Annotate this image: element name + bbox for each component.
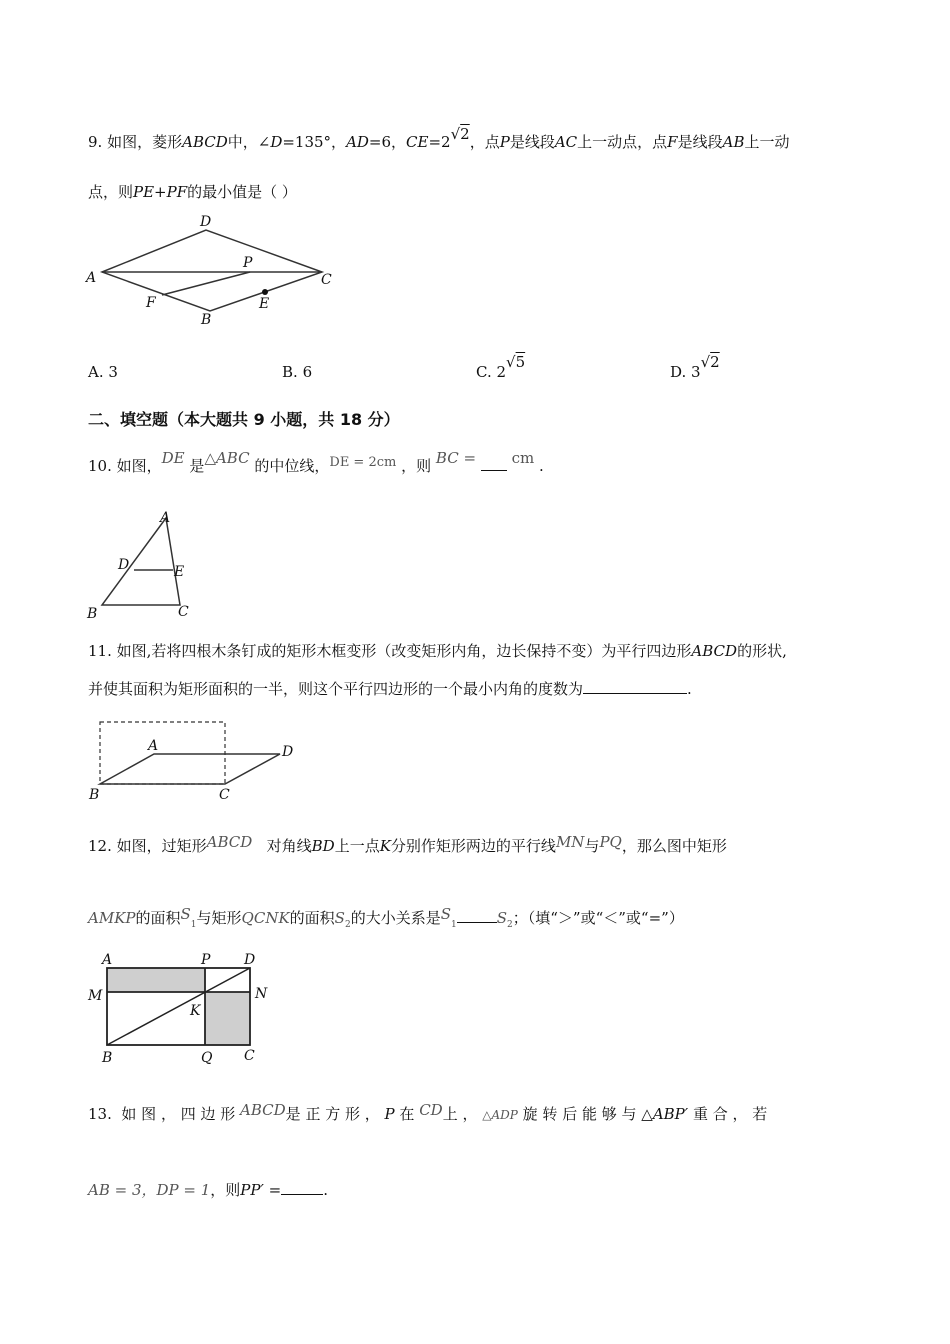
svg-text:C: C: [244, 1048, 255, 1064]
label-f: F: [146, 295, 156, 311]
label-p: P: [243, 255, 253, 271]
svg-text:B: B: [89, 787, 100, 803]
q13-line2: AB = 3，DP = 1，则PP′ = .: [88, 1181, 329, 1199]
svg-text:D: D: [282, 744, 294, 760]
svg-text:P: P: [201, 952, 211, 968]
svg-text:B: B: [87, 606, 98, 622]
label-e: E: [259, 296, 270, 312]
original-rectangle: [100, 722, 225, 784]
q11-line1: 11. 如图,若将四根木条钉成的矩形木框变形（改变矩形内角，边长保持不变）为平行四边形ABCD的形状,: [88, 642, 787, 660]
q10-answer-blank[interactable]: [481, 456, 507, 471]
sqrt-symbol: √2: [450, 125, 470, 143]
svg-text:C: C: [219, 787, 230, 803]
parallelogram-abcd: [100, 754, 280, 784]
svg-text:K: K: [190, 1003, 201, 1019]
label-c: C: [321, 272, 332, 288]
svg-text:N: N: [255, 986, 268, 1002]
svg-text:A: A: [148, 738, 159, 754]
q12-line2: AMKP的面积$S_1$与矩形QCNK的面积$S_2$的大小关系是$S_1$ $S_2$；（填“＞”或“＜”或“=”）: [88, 905, 684, 930]
option-b[interactable]: B. 6: [282, 363, 313, 381]
svg-text:E: E: [174, 564, 185, 580]
svg-text:C: C: [178, 604, 189, 620]
q12-line1: 12. 如图，过矩形ABCD 对角线BD上一点K分别作矩形两边的平行线MN与PQ，那么图中矩形: [88, 833, 727, 855]
option-c[interactable]: C. 2√5: [476, 353, 526, 381]
option-a[interactable]: A. 3: [88, 363, 118, 381]
triangle-abc: [102, 518, 180, 605]
q9-line1: 9. 如图，菱形ABCD中，∠D=135°，AD=6，CE=2√2，点P是线段AC上一动点，点F是线段AB上一动: [88, 125, 790, 151]
label-d: D: [200, 214, 212, 230]
label-b: B: [201, 312, 212, 328]
svg-text:D: D: [244, 952, 256, 968]
segment-pf: [162, 272, 250, 295]
q13-answer-blank[interactable]: [281, 1180, 323, 1195]
svg-text:B: B: [102, 1050, 113, 1066]
q10-line: 10. 如图，DE 是△ABC 的中位线，DE = 2cm ，则 BC = cm .: [88, 449, 544, 475]
q11-parallelogram-figure: [86, 716, 306, 806]
q12-answer-blank[interactable]: [457, 908, 497, 923]
q11-line2: 并使其面积为矩形面积的一半，则这个平行四边形的一个最小内角的度数为 .: [88, 680, 692, 698]
q10-triangle-figure: [84, 508, 194, 622]
q11-answer-blank[interactable]: [583, 679, 687, 694]
q9-rhombus-figure: [80, 212, 350, 332]
svg-text:M: M: [88, 988, 103, 1004]
point-e: [262, 289, 268, 295]
shaded-amkp: [107, 968, 205, 992]
svg-text:D: D: [118, 557, 130, 573]
svg-text:Q: Q: [201, 1050, 213, 1066]
svg-text:A: A: [102, 952, 113, 968]
section-title: 二、填空题（本大题共 9 小题，共 18 分）: [88, 410, 400, 429]
shaded-qcnk: [205, 992, 250, 1045]
q9-line2: 点，则PE+PF的最小值是（ ）: [88, 183, 297, 201]
svg-text:A: A: [160, 510, 171, 526]
q13-line1: 13. 如 图 ， 四 边 形 ABCD是 正 方 形 ， P 在 CD上 ， △ADP 旋 转 后 能 够 与 △ABP′ 重 合 ， 若: [88, 1101, 768, 1123]
q12-rectangle-figure: [86, 950, 286, 1070]
label-a: A: [86, 270, 97, 286]
rhombus-abcd: [102, 230, 322, 311]
option-d[interactable]: D. 3√2: [670, 353, 720, 381]
